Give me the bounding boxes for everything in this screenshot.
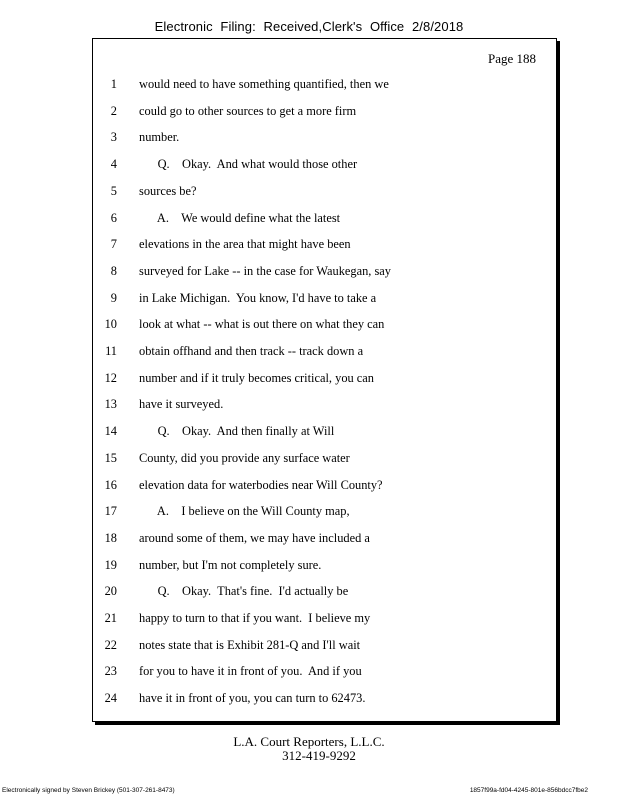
filing-stamp: Electronic Filing: Received,Clerk's Office 2/8/2018 bbox=[154, 19, 464, 34]
line-number: 4 bbox=[110, 157, 117, 172]
line-number: 10 bbox=[104, 317, 117, 332]
line-text: look at what -- what is out there on what they can bbox=[139, 317, 385, 332]
line-text: notes state that is Exhibit 281-Q and I'll wait bbox=[139, 637, 361, 652]
line-text: could go to other sources to get a more firm bbox=[139, 103, 357, 118]
line-number: 7 bbox=[110, 237, 117, 252]
line-text: surveyed for Lake -- in the case for Waukegan, say bbox=[139, 263, 391, 278]
line-text: A. I believe on the Will County map, bbox=[139, 504, 350, 519]
line-number: 13 bbox=[104, 397, 117, 412]
line-number: 23 bbox=[104, 664, 117, 679]
line-text: Q. Okay. And what would those other bbox=[139, 157, 358, 172]
line-text: number, but I'm not completely sure. bbox=[139, 557, 322, 572]
line-number: 9 bbox=[110, 290, 117, 305]
line-number: 11 bbox=[105, 344, 117, 358]
line-text: elevations in the area that might have been bbox=[139, 237, 351, 252]
page-number: Page 188 bbox=[487, 51, 536, 66]
line-text: obtain offhand and then track -- track down a bbox=[139, 344, 364, 358]
line-number: 2 bbox=[110, 103, 117, 118]
document-id: 1857f99a-fd04-4245-801e-856bdcc7fbe2 bbox=[469, 787, 588, 794]
transcript-page bbox=[92, 38, 557, 722]
line-number: 14 bbox=[104, 424, 117, 439]
line-number: 1 bbox=[110, 77, 117, 91]
line-number: 6 bbox=[110, 210, 117, 225]
line-number: 12 bbox=[104, 370, 117, 385]
line-number: 5 bbox=[110, 183, 117, 198]
line-number: 20 bbox=[104, 584, 117, 599]
line-text: County, did you provide any surface water bbox=[139, 450, 350, 465]
line-number: 22 bbox=[104, 637, 117, 652]
line-text: Q. Okay. That's fine. I'd actually be bbox=[139, 584, 349, 599]
line-number: 21 bbox=[104, 611, 117, 625]
line-text: A. We would define what the latest bbox=[139, 210, 341, 225]
line-text: have it in front of you, you can turn to 62473. bbox=[139, 691, 366, 706]
line-text: have it surveyed. bbox=[139, 397, 224, 412]
line-number: 24 bbox=[104, 691, 117, 706]
electronic-signature: Electronically signed by Steven Brickey (501-307-261-8473) bbox=[2, 787, 175, 794]
line-number: 15 bbox=[104, 450, 117, 465]
line-text: for you to have it in front of you. And if you bbox=[139, 664, 362, 679]
line-number: 3 bbox=[110, 130, 117, 145]
line-text: number and if it truly becomes critical, you can bbox=[139, 370, 374, 385]
line-number: 17 bbox=[104, 504, 117, 519]
court-reporter-name: L.A. Court Reporters, L.L.C. bbox=[233, 734, 385, 749]
line-text: around some of them, we may have included a bbox=[139, 530, 370, 545]
line-text: sources be? bbox=[139, 183, 197, 198]
line-number: 8 bbox=[110, 263, 117, 278]
line-number: 19 bbox=[104, 557, 117, 572]
line-text: would need to have something quantified, then we bbox=[139, 77, 389, 91]
line-text: happy to turn to that if you want. I believe my bbox=[139, 611, 371, 625]
line-number: 16 bbox=[104, 477, 117, 492]
line-text: elevation data for waterbodies near Will County? bbox=[139, 477, 383, 492]
line-text: Q. Okay. And then finally at Will bbox=[139, 424, 335, 439]
line-text: in Lake Michigan. You know, I'd have to take a bbox=[139, 290, 377, 305]
line-number: 18 bbox=[104, 530, 117, 545]
court-reporter-phone: 312-419-9292 bbox=[282, 748, 356, 763]
line-text: number. bbox=[139, 130, 180, 145]
